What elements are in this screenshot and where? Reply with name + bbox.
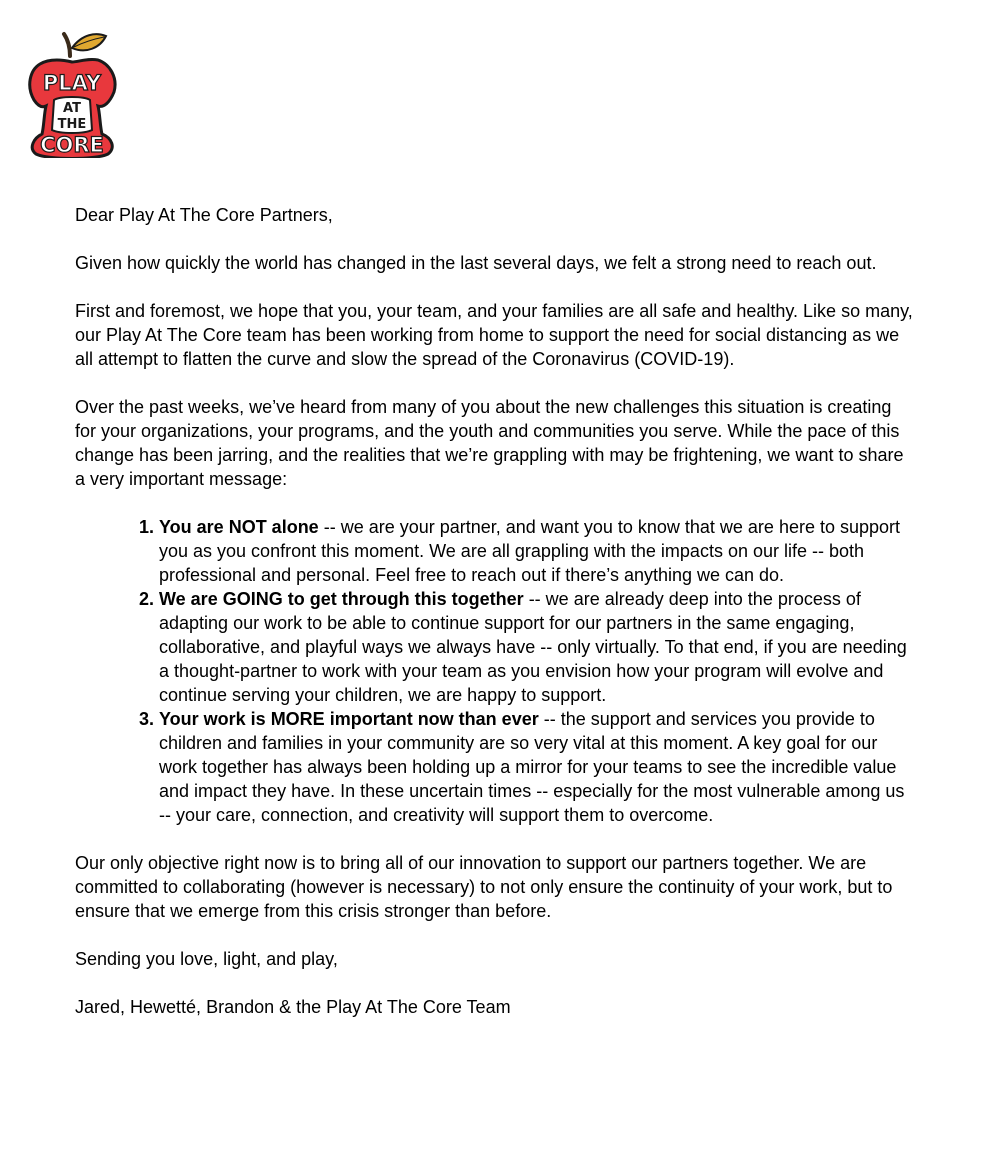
letter-paragraph: First and foremost, we hope that you, your team, and your families are all safe and healthy. Like so many, our Play At The Core team has been working from home to support the need for social distancing as we all attempt to flatten the curve and slow the spread of the Coronavirus (COVID-19).: [75, 301, 913, 369]
letter-body: [75, 203, 915, 1019]
svg-text:THE: THE: [57, 117, 87, 132]
letter-closing-paragraph: Our only objective right now is to bring all of our innovation to support our partners together. We are committed to collaborating (however is necessary) to not only ensure the continuity of your work, but to ensure that we emerge from this crisis stronger than before.: [75, 853, 893, 921]
list-item: [159, 515, 915, 587]
list-item-heading: We are GOING to get through this together: [159, 589, 524, 609]
svg-text:PLAY: PLAY: [42, 71, 102, 95]
letter-signoff: Sending you love, light, and play,: [75, 949, 338, 969]
list-item-heading: Your work is MORE important now than ever: [159, 709, 539, 729]
letter-paragraph: Given how quickly the world has changed in the last several days, we felt a strong need to reach out.: [75, 253, 877, 273]
list-item: [159, 707, 915, 827]
list-item-text: -- we are your partner, and want you to know that we are here to support you as you confront this moment. We are all grappling with the impacts on our life -- both professional and personal. Feel free to reach out if there’s anything we can do.: [159, 517, 901, 585]
list-item-text: -- we are already deep into the process of adapting our work to be able to continue support for our partners in the same engaging, collaborative, and playful ways we always have -- only virtually. To that end, if you are needing a thought-partner to work with your team as you envision how your program will evolve and continue serving your children, we are happy to support.: [159, 589, 907, 705]
letter-signature: Jared, Hewetté, Brandon & the Play At The Core Team: [75, 997, 511, 1017]
apple-logo-icon: [26, 30, 118, 158]
svg-text:AT: AT: [63, 101, 81, 116]
list-item-text: -- the support and services you provide to children and families in your community are so very vital at this moment. A key goal for our work together has always been holding up a mirror for your teams to see the incredible value and impact they have. In these uncertain times -- especially for the most vulnerable among us -- your care, connection, and creativity will support them to overcome.: [159, 709, 905, 825]
letter-greeting: Dear Play At The Core Partners,: [75, 205, 333, 225]
list-item-heading: You are NOT alone: [159, 517, 319, 537]
message-list: [75, 515, 915, 827]
letter-paragraph: Over the past weeks, we’ve heard from many of you about the new challenges this situation is creating for your organizations, your programs, and the youth and communities you serve. While the pace of this change has been jarring, and the realities that we’re grappling with may be frightening, we want to share a very important message:: [75, 397, 904, 489]
play-at-the-core-logo: [26, 30, 118, 158]
svg-text:CORE: CORE: [40, 133, 104, 157]
list-item: [159, 587, 915, 707]
